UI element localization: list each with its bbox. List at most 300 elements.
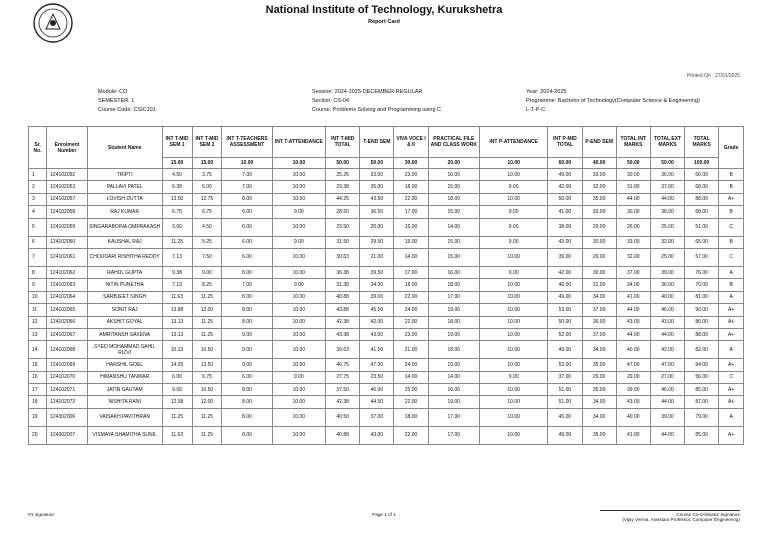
table-cell: 10.00 xyxy=(479,396,547,408)
table-cell: 19.00 xyxy=(428,328,479,340)
table-cell: 39.00 xyxy=(650,408,684,426)
table-cell: 8.00 xyxy=(222,384,272,396)
table-cell: 10.00 xyxy=(272,384,325,396)
table-cell: 85.00 xyxy=(685,384,719,396)
table-cell: 37.00 xyxy=(360,408,394,426)
meta-right xyxy=(526,88,700,115)
table-cell: 18.00 xyxy=(428,193,479,205)
student-name-cell: KAUSHAL RAJ xyxy=(87,236,162,248)
table-cell: 6.00 xyxy=(222,371,272,383)
table-cell: 124102068 xyxy=(47,341,88,359)
table-cell: 82.00 xyxy=(685,341,719,359)
table-cell: 51.00 xyxy=(548,396,582,408)
table-cell: 11.25 xyxy=(192,328,222,340)
table-cell: 11 xyxy=(29,304,47,316)
max-mark: 15.00 xyxy=(192,158,222,169)
table-cell: A xyxy=(719,341,744,359)
table-cell: 50.00 xyxy=(548,316,582,328)
table-cell: 37.00 xyxy=(582,304,616,316)
page-number: Page 1 of 1 xyxy=(372,512,396,517)
table-row xyxy=(29,328,744,340)
table-cell: A+ xyxy=(719,359,744,371)
table-cell: 7.00 xyxy=(222,169,272,181)
table-cell: 51.00 xyxy=(685,218,719,236)
table-cell: A+ xyxy=(719,384,744,396)
table-cell: 8.00 xyxy=(222,396,272,408)
student-name-cell: JATIN GAUTAM xyxy=(87,384,162,396)
table-cell: 24.00 xyxy=(394,359,428,371)
student-name-cell: SYED MOHAMMAD SAHIL RIZVI xyxy=(87,341,162,359)
table-cell: 44.00 xyxy=(650,426,684,444)
table-cell: 52.00 xyxy=(548,328,582,340)
student-name-cell: NISHITA RANI xyxy=(87,396,162,408)
table-cell: 35.00 xyxy=(582,426,616,444)
table-cell: 68.00 xyxy=(685,206,719,218)
table-cell: 56.00 xyxy=(685,371,719,383)
table-cell: 11.25 xyxy=(192,316,222,328)
table-cell: 8.00 xyxy=(222,408,272,426)
table-cell: 37.00 xyxy=(616,266,650,278)
table-cell: 13.50 xyxy=(162,193,192,205)
table-cell: 39.00 xyxy=(548,248,582,266)
table-cell: 44.00 xyxy=(616,328,650,340)
table-cell: 5 xyxy=(29,218,47,236)
table-cell: 18.00 xyxy=(394,408,428,426)
table-cell: 46.00 xyxy=(548,279,582,291)
table-cell: 16 xyxy=(29,371,47,383)
table-cell: 31.38 xyxy=(326,279,360,291)
table-cell: 11.63 xyxy=(162,291,192,303)
table-cell: 30.00 xyxy=(582,236,616,248)
table-cell: 76.00 xyxy=(685,266,719,278)
table-cell: 36.38 xyxy=(326,266,360,278)
coordinator-name: (Vijay Verma, Assistant Professor, Computer Engineering) xyxy=(622,517,740,522)
table-cell: 30.00 xyxy=(616,169,650,181)
max-mark: 50.00 xyxy=(616,158,650,169)
table-cell: 15 xyxy=(29,359,47,371)
table-cell: 19.00 xyxy=(428,304,479,316)
table-cell: 43.00 xyxy=(616,316,650,328)
table-cell: 46.00 xyxy=(650,304,684,316)
table-cell: 35.00 xyxy=(582,193,616,205)
table-cell: 14.00 xyxy=(428,218,479,236)
table-cell: 10.00 xyxy=(272,408,325,426)
table-cell: 41.00 xyxy=(616,426,650,444)
table-cell: 50.00 xyxy=(548,193,582,205)
table-cell: 39.00 xyxy=(616,384,650,396)
table-cell: 25.00 xyxy=(394,384,428,396)
table-row xyxy=(29,384,744,396)
table-row xyxy=(29,426,744,444)
student-name-cell: SONIT RAJ xyxy=(87,304,162,316)
table-cell: 124102070 xyxy=(47,371,88,383)
table-cell: 10.00 xyxy=(272,426,325,444)
table-cell: 43.00 xyxy=(616,396,650,408)
table-row xyxy=(29,248,744,266)
table-cell: 124102052 xyxy=(47,169,88,181)
table-cell: 10.00 xyxy=(479,304,547,316)
table-cell: 86.00 xyxy=(685,316,719,328)
table-cell: 25.00 xyxy=(650,218,684,236)
table-cell: 10.00 xyxy=(272,266,325,278)
meta-course: Course: Problems Solving and Programming using C xyxy=(312,107,442,113)
table-cell: 49.00 xyxy=(548,291,582,303)
table-cell: 17.00 xyxy=(428,426,479,444)
table-cell: 51.00 xyxy=(548,384,582,396)
table-cell: 7.13 xyxy=(162,248,192,266)
table-cell: 9.38 xyxy=(162,266,192,278)
faculty-signature-label: 0's signature xyxy=(28,512,54,517)
table-cell: 47.00 xyxy=(650,359,684,371)
table-cell: 124102071 xyxy=(47,384,88,396)
meta-ltpc: L-T-P-C: xyxy=(526,107,547,113)
table-cell: 22.00 xyxy=(394,316,428,328)
table-cell: 20.00 xyxy=(360,218,394,236)
col-header: Sr. No. xyxy=(29,127,47,169)
table-cell: 25.25 xyxy=(326,169,360,181)
table-cell: 10.00 xyxy=(479,328,547,340)
table-cell: 44.00 xyxy=(616,193,650,205)
table-cell: 5.25 xyxy=(192,236,222,248)
meta-section: Section: CS-04 xyxy=(312,98,349,104)
table-cell: 40.88 xyxy=(326,291,360,303)
table-cell: 18.00 xyxy=(394,279,428,291)
table-cell: 53.00 xyxy=(548,359,582,371)
table-cell: 29.00 xyxy=(582,371,616,383)
table-cell: 43.00 xyxy=(360,328,394,340)
table-cell: B xyxy=(719,279,744,291)
table-cell: 10.00 xyxy=(479,384,547,396)
table-cell: 66.00 xyxy=(685,169,719,181)
table-cell: 31.00 xyxy=(616,181,650,193)
table-cell: 9.00 xyxy=(479,181,547,193)
header-row xyxy=(29,127,744,158)
table-cell: 32.00 xyxy=(582,181,616,193)
table-cell: 44.00 xyxy=(650,396,684,408)
table-cell: 9.00 xyxy=(192,266,222,278)
table-cell: 40.00 xyxy=(650,291,684,303)
table-cell: A xyxy=(719,408,744,426)
table-row xyxy=(29,218,744,236)
table-row xyxy=(29,181,744,193)
table-cell: 8.00 xyxy=(222,291,272,303)
table-cell: 4.50 xyxy=(162,169,192,181)
table-cell: 124302006 xyxy=(47,408,88,426)
table-cell: 9.00 xyxy=(272,206,325,218)
col-header: T-END SEM xyxy=(360,127,394,158)
table-cell: 47.00 xyxy=(360,359,394,371)
table-cell: 49.00 xyxy=(548,426,582,444)
student-name-cell: AMRITANSH SAXENA xyxy=(87,328,162,340)
table-row xyxy=(29,291,744,303)
table-cell: 36.00 xyxy=(582,316,616,328)
col-header: INT T-ATTENDANCE xyxy=(272,127,325,158)
table-cell: 22.00 xyxy=(394,426,428,444)
table-row xyxy=(29,193,744,205)
table-cell: 6.00 xyxy=(222,218,272,236)
table-cell: 19.00 xyxy=(428,396,479,408)
table-cell: 30.00 xyxy=(616,206,650,218)
table-cell: 6.00 xyxy=(222,248,272,266)
table-cell: 29.00 xyxy=(582,218,616,236)
table-cell: 18.00 xyxy=(394,181,428,193)
table-row xyxy=(29,236,744,248)
marks-table xyxy=(28,126,744,445)
table-cell: 9.00 xyxy=(479,266,547,278)
max-mark: 30.00 xyxy=(394,158,428,169)
table-cell: 10.00 xyxy=(479,316,547,328)
table-cell: 124302007 xyxy=(47,426,88,444)
table-cell: 10.00 xyxy=(272,291,325,303)
table-cell: 22.00 xyxy=(394,291,428,303)
table-row xyxy=(29,371,744,383)
table-cell: 124102053 xyxy=(47,181,88,193)
table-cell: 17.00 xyxy=(428,408,479,426)
table-cell: 18.00 xyxy=(428,316,479,328)
table-cell: 6.00 xyxy=(192,181,222,193)
col-header: Grade xyxy=(719,127,744,169)
table-cell: 10.00 xyxy=(272,359,325,371)
table-cell: 9 xyxy=(29,279,47,291)
table-cell: 44.25 xyxy=(326,193,360,205)
max-mark: 100.00 xyxy=(685,158,719,169)
student-name-cell: VISMAYA SHAMITHA SUNIL xyxy=(87,426,162,444)
table-cell: 36.00 xyxy=(650,169,684,181)
table-cell: 17.00 xyxy=(394,206,428,218)
table-cell: 19.00 xyxy=(394,236,428,248)
table-cell: 8.25 xyxy=(192,279,222,291)
table-cell: 29.00 xyxy=(616,371,650,383)
table-cell: 124102061 xyxy=(47,248,88,266)
table-cell: A+ xyxy=(719,304,744,316)
table-cell: 37.00 xyxy=(582,328,616,340)
table-cell: 10.00 xyxy=(272,169,325,181)
table-cell: 37.50 xyxy=(326,384,360,396)
table-cell: 10.00 xyxy=(272,218,325,236)
table-cell: 18.00 xyxy=(428,279,479,291)
meta-year: Year: 2024-2025 xyxy=(526,89,567,95)
table-cell: 30.00 xyxy=(582,266,616,278)
table-cell: 10.00 xyxy=(272,316,325,328)
table-cell: 10.00 xyxy=(272,248,325,266)
student-name-cell: HARSHIL GOEL xyxy=(87,359,162,371)
table-cell: 124102066 xyxy=(47,316,88,328)
table-row xyxy=(29,206,744,218)
table-cell: B xyxy=(719,206,744,218)
table-cell: 81.00 xyxy=(685,291,719,303)
table-cell: 41.00 xyxy=(616,291,650,303)
table-cell: 9.00 xyxy=(162,384,192,396)
student-name-cell: CHOUDARI RISHITHA REDDY xyxy=(87,248,162,266)
col-header: Enrolment Number xyxy=(47,127,88,169)
meta-semester: SEMESTER: 1 xyxy=(98,98,135,104)
table-cell: 9.00 xyxy=(479,236,547,248)
col-header: TOTAL INT MARKS xyxy=(616,127,650,158)
table-cell: 3 xyxy=(29,193,47,205)
table-cell: 8 xyxy=(29,266,47,278)
table-cell: 43.38 xyxy=(326,328,360,340)
table-cell: 27.00 xyxy=(650,371,684,383)
table-cell: 41.00 xyxy=(548,206,582,218)
max-mark: 10.00 xyxy=(272,158,325,169)
table-cell: 10.00 xyxy=(479,193,547,205)
table-cell: 15.00 xyxy=(428,236,479,248)
table-cell: 10 xyxy=(29,291,47,303)
table-cell: 31.50 xyxy=(326,236,360,248)
table-cell: 42.38 xyxy=(326,316,360,328)
table-cell: 12.00 xyxy=(192,396,222,408)
table-cell: 17 xyxy=(29,384,47,396)
table-cell: 29.50 xyxy=(360,236,394,248)
table-cell: A+ xyxy=(719,316,744,328)
table-cell: 36.00 xyxy=(650,279,684,291)
table-cell: 7.50 xyxy=(192,248,222,266)
table-cell: 34.00 xyxy=(360,279,394,291)
table-cell: 10.00 xyxy=(272,193,325,205)
table-cell: 39.50 xyxy=(360,266,394,278)
table-cell: A+ xyxy=(719,426,744,444)
table-cell: 9.00 xyxy=(222,359,272,371)
table-cell: 9.00 xyxy=(479,371,547,383)
table-cell: 41.50 xyxy=(360,341,394,359)
table-cell: 7.13 xyxy=(162,279,192,291)
table-cell: 18 xyxy=(29,396,47,408)
table-cell: 8.00 xyxy=(222,304,272,316)
table-cell: 35.00 xyxy=(360,181,394,193)
max-mark: 15.00 xyxy=(162,158,192,169)
table-cell: 90.00 xyxy=(685,304,719,316)
student-name-cell: NITIN PUNETHA xyxy=(87,279,162,291)
table-cell: 12 xyxy=(29,316,47,328)
table-cell: C xyxy=(719,248,744,266)
table-row xyxy=(29,266,744,278)
student-name-cell: RAHUL GUPTA xyxy=(87,266,162,278)
table-cell: 43.50 xyxy=(360,193,394,205)
printed-on: Printed On : 27/01/2025 xyxy=(686,73,740,79)
table-cell: 68.00 xyxy=(685,181,719,193)
table-cell: 32.00 xyxy=(650,236,684,248)
table-cell: 10.00 xyxy=(272,181,325,193)
table-cell: 16.00 xyxy=(428,266,479,278)
table-cell: 39.00 xyxy=(650,266,684,278)
table-cell: 26.00 xyxy=(616,218,650,236)
table-cell: 40.50 xyxy=(326,408,360,426)
table-cell: 9.00 xyxy=(272,371,325,383)
table-row xyxy=(29,396,744,408)
table-cell: 34.00 xyxy=(582,396,616,408)
table-cell: 10.50 xyxy=(192,341,222,359)
table-cell: 14 xyxy=(29,341,47,359)
table-cell: 29.38 xyxy=(326,181,360,193)
coordinator-title: Course Co-Ordinator Signature xyxy=(676,512,740,517)
col-header: INT T-MID SEM 1 xyxy=(162,127,192,158)
table-cell: 1 xyxy=(29,169,47,181)
table-cell: 14.00 xyxy=(394,248,428,266)
table-cell: 37.00 xyxy=(548,371,582,383)
table-cell: 10.13 xyxy=(162,341,192,359)
table-cell: 19 xyxy=(29,408,47,426)
table-cell: 2 xyxy=(29,181,47,193)
table-cell: 42.00 xyxy=(548,181,582,193)
max-mark: 40.00 xyxy=(582,158,616,169)
table-cell: 33.00 xyxy=(616,236,650,248)
table-cell: 13.13 xyxy=(162,316,192,328)
col-header: INT P-MID TOTAL xyxy=(548,127,582,158)
table-cell: A+ xyxy=(719,328,744,340)
table-cell: 10.00 xyxy=(479,169,547,181)
table-cell: 79.00 xyxy=(685,408,719,426)
table-cell: 57.00 xyxy=(685,248,719,266)
meta-left xyxy=(98,88,156,115)
table-cell: 34.00 xyxy=(616,279,650,291)
table-cell: 124102063 xyxy=(47,279,88,291)
student-name-cell: PALLAVI PATEL xyxy=(87,181,162,193)
table-cell: 12.00 xyxy=(192,304,222,316)
table-cell: 16.00 xyxy=(428,169,479,181)
table-cell: 4.50 xyxy=(192,218,222,236)
table-cell: 10.00 xyxy=(272,328,325,340)
table-cell: 12.38 xyxy=(162,396,192,408)
table-cell: 53.00 xyxy=(548,304,582,316)
table-cell: 45.00 xyxy=(548,408,582,426)
table-cell: 17.00 xyxy=(394,266,428,278)
table-cell: 42.00 xyxy=(548,266,582,278)
table-cell: 13.50 xyxy=(192,359,222,371)
table-cell: 49.00 xyxy=(548,341,582,359)
table-cell: 34.00 xyxy=(582,341,616,359)
table-cell: 43.00 xyxy=(360,426,394,444)
col-header: Student Name xyxy=(87,127,162,169)
table-cell: 10.50 xyxy=(192,384,222,396)
meta-course-code: Course Code: CSIC101 xyxy=(98,107,156,113)
table-cell: 88.00 xyxy=(685,328,719,340)
table-cell: 40.00 xyxy=(616,341,650,359)
table-cell: 34.00 xyxy=(582,291,616,303)
table-row xyxy=(29,316,744,328)
table-cell: 9.00 xyxy=(222,328,272,340)
table-row xyxy=(29,304,744,316)
table-cell: 36.50 xyxy=(360,206,394,218)
table-cell: 44.50 xyxy=(360,396,394,408)
table-cell: 6.75 xyxy=(192,371,222,383)
max-mark: 50.00 xyxy=(326,158,360,169)
table-cell: 39.00 xyxy=(360,291,394,303)
table-cell: 11.25 xyxy=(192,426,222,444)
table-cell: 10.00 xyxy=(479,426,547,444)
table-cell: 22.00 xyxy=(394,193,428,205)
col-header: TOTAL MARKS xyxy=(685,127,719,158)
table-cell: 34.00 xyxy=(582,408,616,426)
table-cell: C xyxy=(719,218,744,236)
table-cell: 124102072 xyxy=(47,396,88,408)
table-row xyxy=(29,408,744,426)
table-cell: 11.25 xyxy=(192,291,222,303)
table-cell: 46.00 xyxy=(650,384,684,396)
table-cell: 42.38 xyxy=(326,396,360,408)
table-cell: 6.00 xyxy=(222,236,272,248)
table-cell: 7.00 xyxy=(222,181,272,193)
col-header: PRACTICAL FILE AND CLASS WORK xyxy=(428,127,479,158)
table-cell: 70.00 xyxy=(685,279,719,291)
table-cell: 25.00 xyxy=(650,248,684,266)
table-cell: 20 xyxy=(29,426,47,444)
table-cell: C xyxy=(719,371,744,383)
table-cell: 8.00 xyxy=(222,266,272,278)
col-header: INT T-TEACHERS ASSESSMENT xyxy=(222,127,272,158)
table-cell: 124102065 xyxy=(47,304,88,316)
table-cell: 11.25 xyxy=(162,408,192,426)
table-cell: 124102057 xyxy=(47,193,88,205)
